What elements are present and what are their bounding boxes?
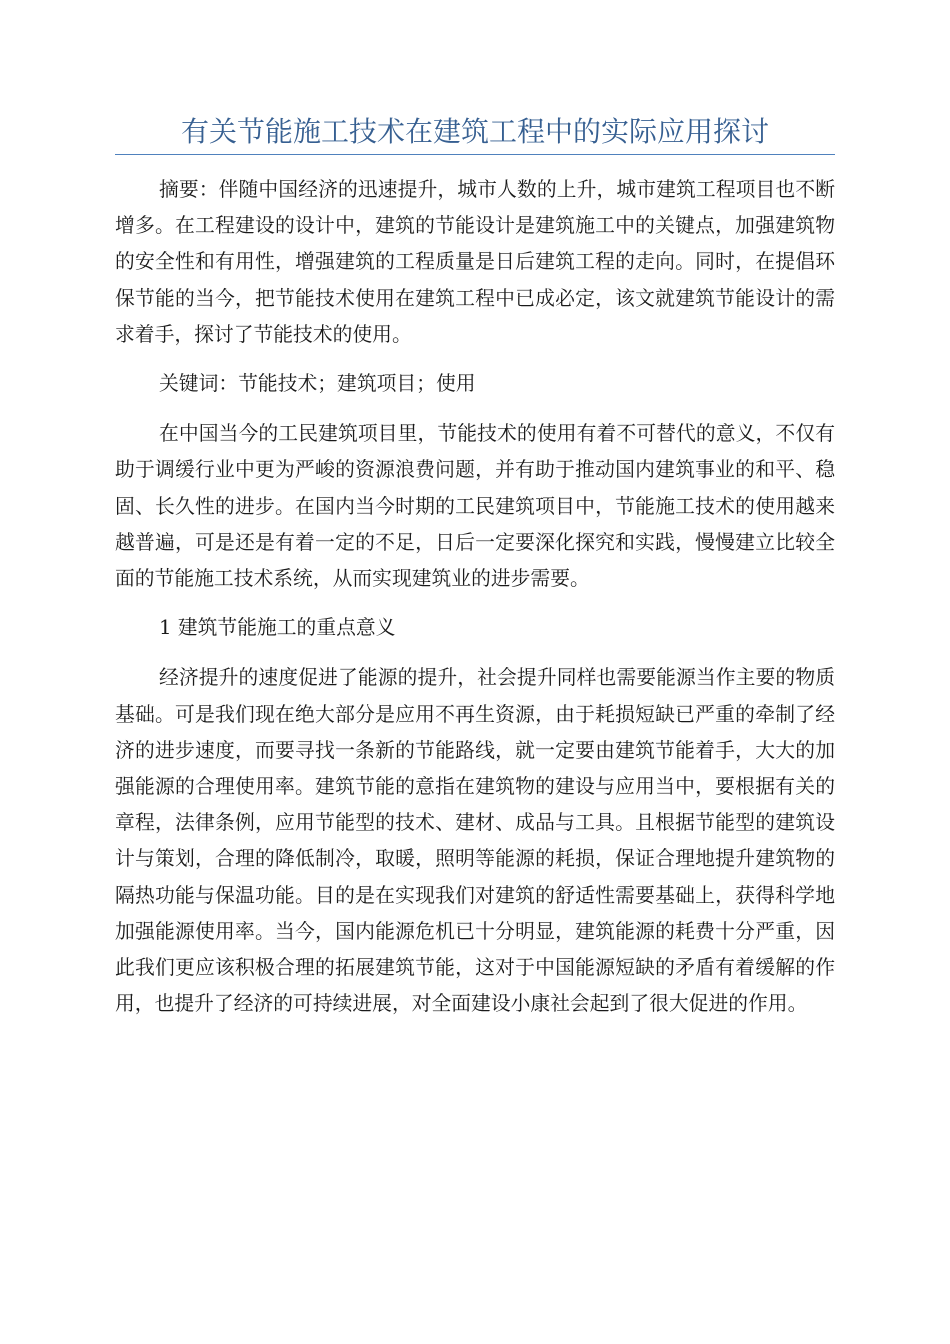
keywords-line: 关键词：节能技术；建筑项目；使用 — [159, 372, 476, 396]
title-underline — [115, 154, 835, 155]
section-1-paragraph: 经济提升的速度促进了能源的提升，社会提升同样也需要能源当作主要的物质基础。可是我们现在绝大部分是应用不再生资源，由于耗损短缺已严重的牵制了经济的进步速度，而要寻找一条新的节能路线，就一定要由建筑节能着手，大大的加强能源的合理使用率。建筑节能的意指在建筑物的建设与应用当中，要根据有关的章程，法律条例，应用节能型的技术、建材、成品与工具。且根据节能型的建筑设计与策划，合理的降低制冷，取暖，照明等能源的耗损，保证合理地提升建筑物的隔热功能与保温功能。目的是在实现我们对建筑的舒适性需要基础上，获得科学地加强能源使用率。当今，国内能源危机已十分明显，建筑能源的耗费十分严重，因此我们更应该积极合理的拓展建筑节能，这对于中国能源短缺的矛盾有着缓解的作用，也提升了经济的可持续进展，对全面建设小康社会起到了很大促进的作用。 — [115, 666, 835, 1016]
abstract-paragraph: 摘要：伴随中国经济的迅速提升，城市人数的上升，城市建筑工程项目也不断增多。在工程建设的设计中，建筑的节能设计是建筑施工中的关键点，加强建筑物的安全性和有用性，增强建筑的工程质量是日后建筑工程的走向。同时，在提倡环保节能的当今，把节能技术使用在建筑工程中已成必定，该文就建筑节能设计的需求着手，探讨了节能技术的使用。 — [115, 178, 835, 346]
document-body — [115, 172, 835, 1035]
section-1-heading: 1 建筑节能施工的重点意义 — [159, 616, 396, 640]
document-title: 有关节能施工技术在建筑工程中的实际应用探讨 — [180, 115, 769, 148]
intro-paragraph: 在中国当今的工民建筑项目里，节能技术的使用有着不可替代的意义，不仅有助于调缓行业中更为严峻的资源浪费问题，并有助于推动国内建筑事业的和平、稳固、长久性的进步。在国内当今时期的工民建筑项目中，节能施工技术的使用越来越普遍，可是还是有着一定的不足，日后一定要深化探究和实践，慢慢建立比较全面的节能施工技术系统，从而实现建筑业的进步需要。 — [115, 422, 835, 591]
